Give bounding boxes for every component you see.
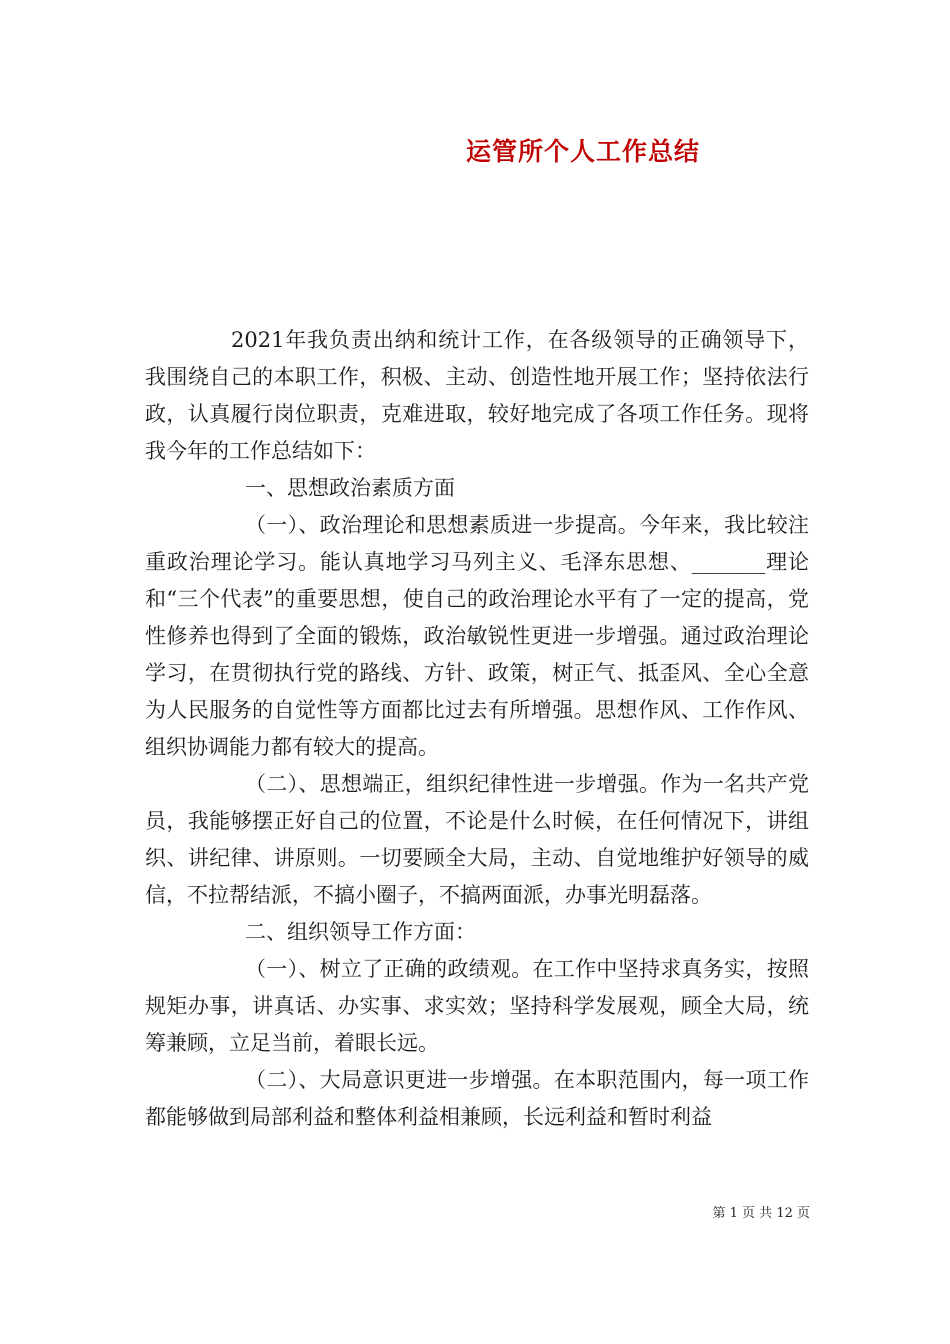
- document-body: [145, 322, 809, 1136]
- paragraph-2-1: （一）、树立了正确的政绩观。在工作中坚持求真务实，按照规矩办事，讲真话、办实事、求实效；坚持科学发展观，顾全大局，统筹兼顾，立足当前，着眼长远。: [145, 957, 809, 1055]
- paragraph-1-1: （一）、政治理论和思想素质进一步提高。今年来，我比较注重政治理论学习。能认真地学习马列主义、毛泽东思想、_______理论和“三个代表”的重要思想，使自己的政治理论水平有了一定的提高，党性修养也得到了全面的锻炼，政治敏锐性更进一步增强。通过政治理论学习，在贯彻执行党的路线、方针、政策，树正气、抵歪风、全心全意为人民服务的自觉性等方面都比过去有所增强。思想作风、工作作风、组织协调能力都有较大的提高。: [145, 513, 809, 759]
- page-number-footer: 第 1 页 共 12 页: [712, 1206, 810, 1221]
- intro-paragraph: 2021年我负责出纳和统计工作，在各级领导的正确领导下，我围绕自己的本职工作，积极、主动、创造性地开展工作；坚持依法行政，认真履行岗位职责，克难进取，较好地完成了各项工作任务。现将我今年的工作总结如下：: [145, 328, 809, 463]
- section-heading-1: 一、思想政治素质方面: [245, 476, 455, 500]
- section-heading-2: 二、组织领导工作方面：: [245, 920, 476, 944]
- paragraph-2-2: （二）、大局意识更进一步增强。在本职范围内，每一项工作都能够做到局部利益和整体利益相兼顾，长远利益和暂时利益: [145, 1068, 809, 1129]
- document-title: 运管所个人工作总结: [465, 137, 700, 166]
- paragraph-1-2: （二）、思想端正，组织纪律性进一步增强。作为一名共产党员，我能够摆正好自己的位置，不论是什么时候，在任何情况下，讲组织、讲纪律、讲原则。一切要顾全大局，主动、自觉地维护好领导的威信，不拉帮结派，不搞小圈子，不搞两面派，办事光明磊落。: [145, 772, 809, 907]
